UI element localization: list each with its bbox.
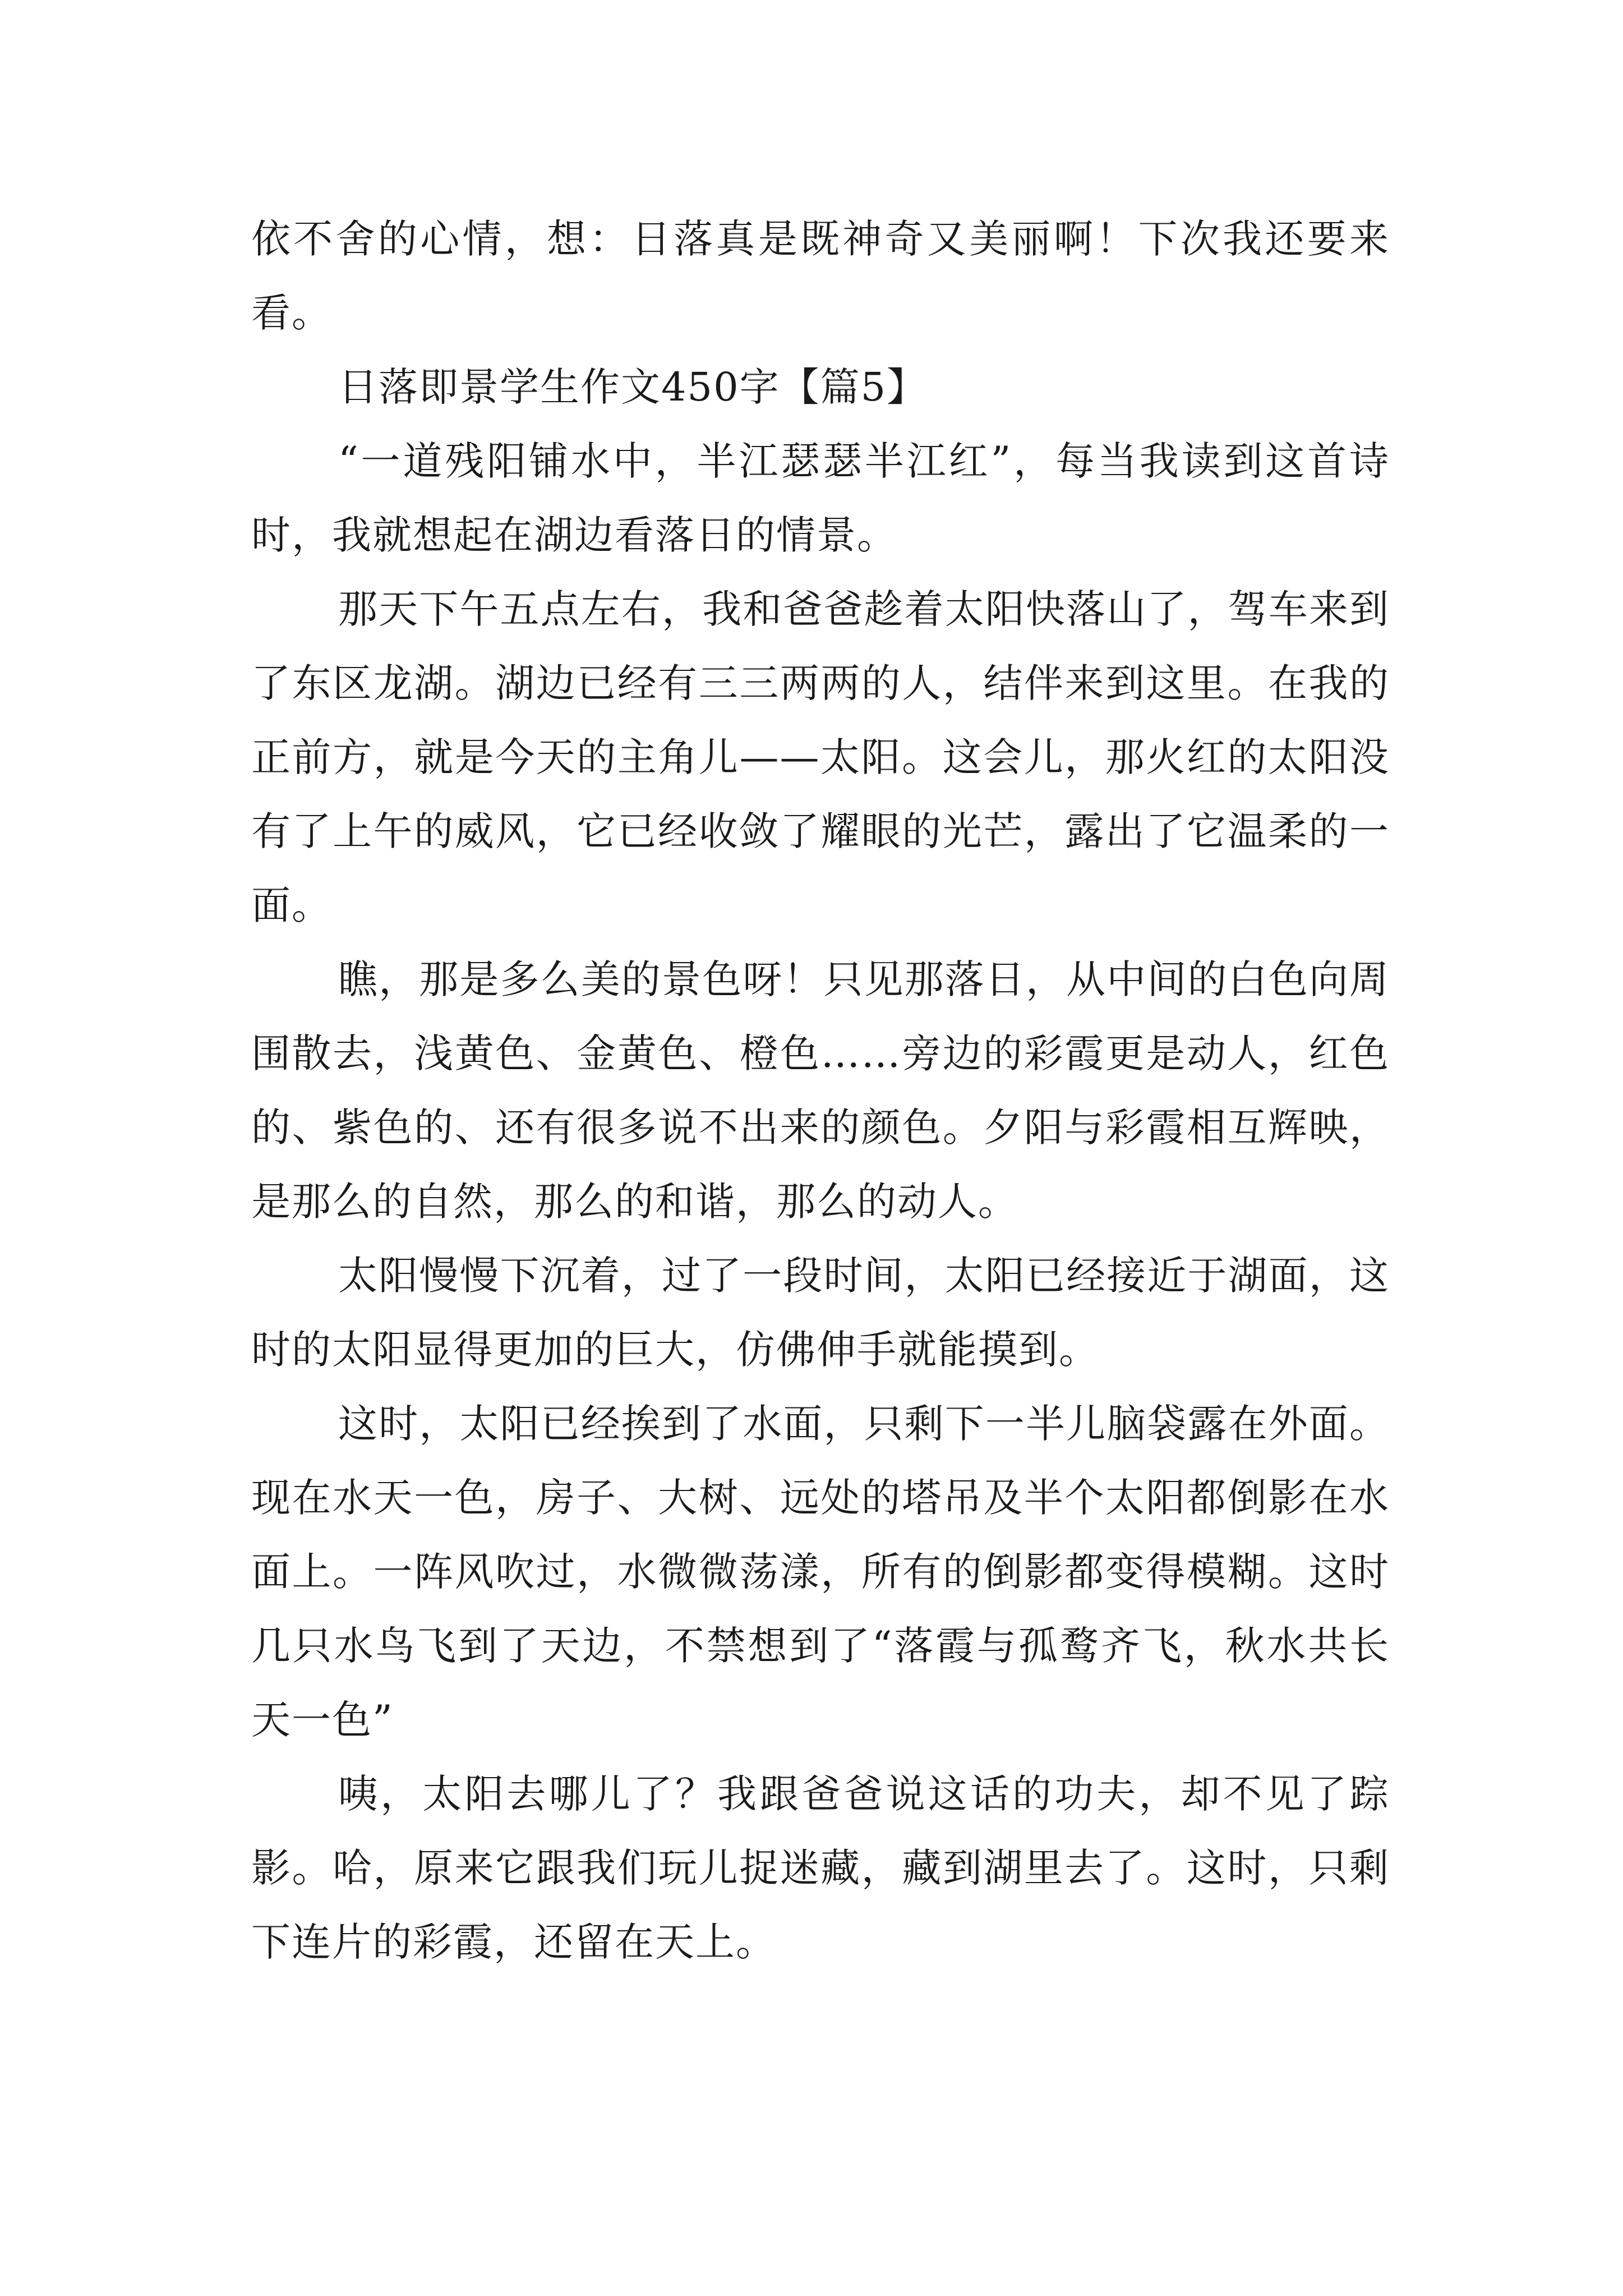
paragraph: 瞧，那是多么美的景色呀！只见那落日，从中间的白色向周围散去，浅黄色、金黄色、橙色……旁边的彩霞更是动人，红色的、紫色的、还有很多说不出来的颜色。夕阳与彩霞相互辉映，是那么的自然，那么的和谐，那么的动人。: [251, 956, 1390, 1225]
paragraph: “一道残阳铺水中，半江瑟瑟半江红”，每当我读到这首诗时，我就想起在湖边看落日的情景。: [251, 438, 1390, 558]
paragraph-continued: 依不舍的心情，想：日落真是既神奇又美丽啊！下次我还要来看。: [251, 216, 1390, 336]
section-heading: 日落即景学生作文450字【篇5】: [338, 364, 928, 410]
paragraph: 咦，太阳去哪儿了？我跟爸爸说这话的功夫，却不见了踪影。哈，原来它跟我们玩儿捉迷藏，藏到湖里去了。这时，只剩下连片的彩霞，还留在天上。: [251, 1771, 1390, 1965]
paragraph: 太阳慢慢下沉着，过了一段时间，太阳已经接近于湖面，这时的太阳显得更加的巨大，仿佛伸手就能摸到。: [251, 1253, 1390, 1373]
paragraph: 这时，太阳已经挨到了水面，只剩下一半儿脑袋露在外面。现在水天一色，房子、大树、远处的塔吊及半个太阳都倒影在水面上。一阵风吹过，水微微荡漾，所有的倒影都变得模糊。这时几只水鸟飞到了天边，不禁想到了“落霞与孤鹜齐飞，秋水共长天一色”: [251, 1401, 1390, 1743]
paragraph: 那天下午五点左右，我和爸爸趁着太阳快落山了，驾车来到了东区龙湖。湖边已经有三三两两的人，结伴来到这里。在我的正前方，就是今天的主角儿——太阳。这会儿，那火红的太阳没有了上午的威风，它已经收敛了耀眼的光芒，露出了它温柔的一面。: [251, 586, 1390, 928]
document-body: [251, 202, 1390, 1979]
